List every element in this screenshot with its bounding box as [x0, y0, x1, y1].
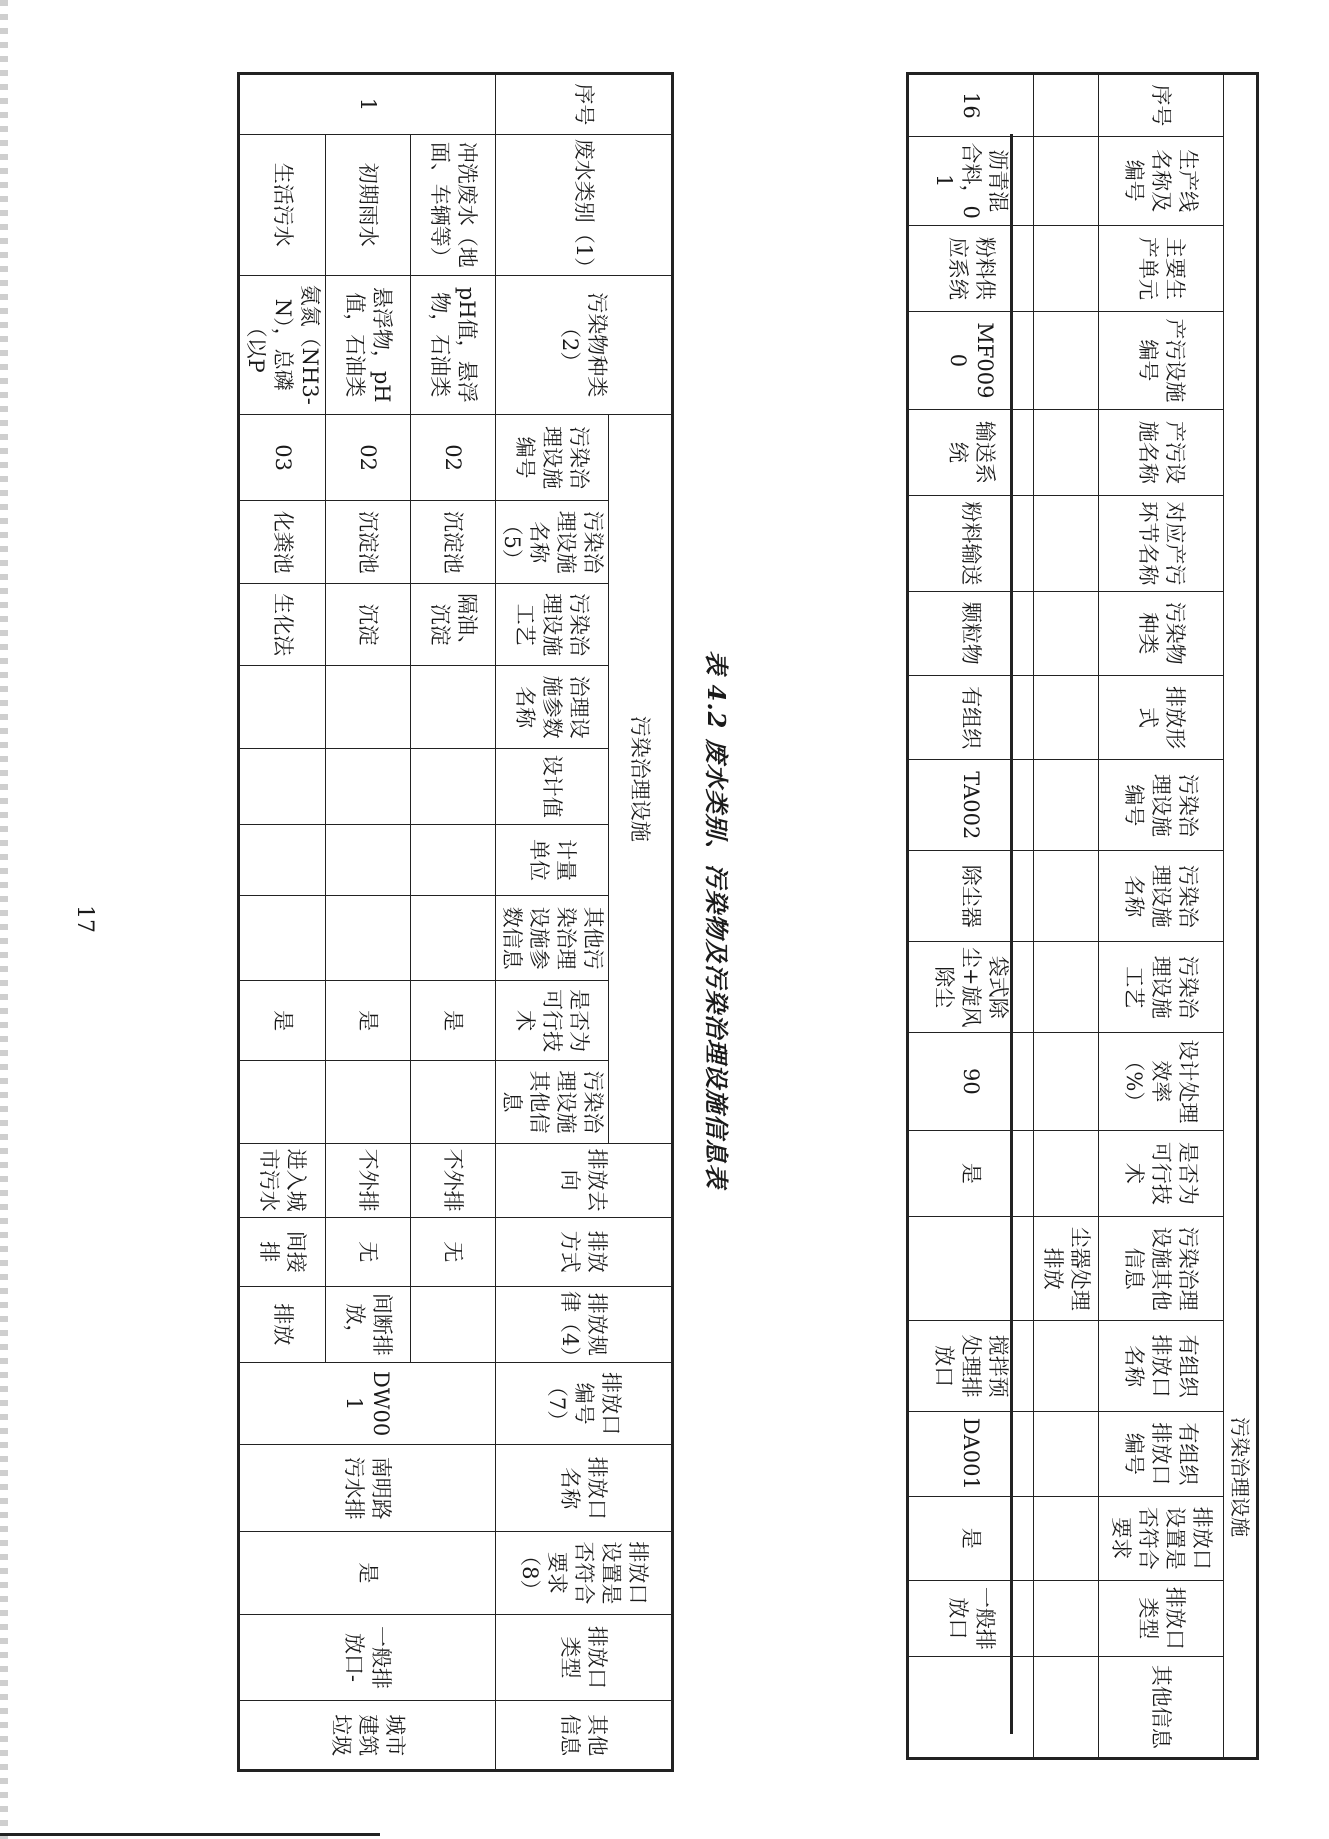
- t2-h-mode: 排放方式: [496, 1217, 673, 1286]
- t1-c-pollutant: 颗粒物: [908, 591, 1034, 675]
- t1-h-seq: 序号: [1099, 74, 1224, 137]
- t1-h-ctl-other: 污染治理设施其他信息: [1099, 1217, 1224, 1321]
- t2-r2-param: [326, 666, 411, 748]
- t2-r2-name: 沉淀池: [326, 501, 411, 583]
- t1-h-pollutant: 污染物种类: [1099, 591, 1224, 675]
- t1-c-line: 沥青混合料，01: [908, 136, 1034, 225]
- t2-r3-unit: [239, 824, 326, 896]
- t1-h-ctl-no: 污染治理设施编号: [1099, 760, 1224, 851]
- t2-r3-process: 生化法: [239, 583, 326, 665]
- t1-c-out-name: 搅拌预处理排放口: [908, 1321, 1034, 1412]
- t2-r3-code: 03: [239, 414, 326, 501]
- t2-r1-param: [411, 666, 496, 748]
- t1-h-out-type: 排放口类型: [1099, 1580, 1224, 1656]
- t2-h-outlet-type: 排放口类型: [496, 1614, 673, 1701]
- t2-h-fac-name: 污染治理设施名称（5）: [496, 501, 609, 583]
- t2-r3-feasible: 是: [239, 981, 326, 1061]
- emission-facility-table: [906, 72, 1259, 1760]
- t2-h-dest: 排放去向: [496, 1143, 673, 1217]
- t1-h-fac-no: 产污设施编号: [1099, 312, 1224, 409]
- t1-c-link: 粉料输送: [908, 496, 1034, 591]
- t1-c-seq: 16: [908, 74, 1034, 137]
- t1-h-unit: 主要生产单元: [1099, 225, 1224, 312]
- t2-h-outlet-no: 排放口编号（7）: [496, 1362, 673, 1444]
- t2-r2-otherp: [326, 896, 411, 981]
- t2-r1-mode: 无: [411, 1217, 496, 1286]
- t2-h-fac-feasible: 是否为可行技术: [496, 981, 609, 1061]
- t1-c-other: [908, 1656, 1034, 1758]
- t2-r1-design: [411, 748, 496, 824]
- t1-h-out-ok: 排放口设置是否符合要求: [1099, 1496, 1224, 1580]
- t1-c-eff: 90: [908, 1033, 1034, 1130]
- t2-r1-pollutant: pH值，悬浮物，石油类: [411, 275, 496, 414]
- t2-h-seq: 序号: [496, 74, 673, 135]
- page-number: 17: [72, 905, 97, 933]
- t1-h-form: 排放形式: [1099, 675, 1224, 759]
- t2-r1-type: 冲洗废水（地面、车辆等）: [411, 134, 496, 275]
- t1-h-other: 其他信息: [1099, 1656, 1224, 1758]
- t1-h-feasible: 是否为可行技术: [1099, 1130, 1224, 1217]
- t2-h-type: 废水类别（1）: [496, 134, 673, 275]
- t2-r2-mode: 无: [326, 1217, 411, 1286]
- t2-r3-mode: 间接排: [239, 1217, 326, 1286]
- t2-r2-code: 02: [326, 414, 411, 501]
- t2-outlet-other-cell: 城市建筑垃圾: [239, 1701, 496, 1771]
- t2-r3-name: 化粪池: [239, 501, 326, 583]
- t2-r3-other: [239, 1061, 326, 1143]
- t2-h-fac-unit: 计量单位: [496, 824, 609, 896]
- t2-r2-unit: [326, 824, 411, 896]
- t2-r1-otherp: [411, 896, 496, 981]
- t2-r1-code: 02: [411, 414, 496, 501]
- t2-r1-feasible: 是: [411, 981, 496, 1061]
- t2-outlet-ok: 是: [239, 1532, 496, 1614]
- t2-row-1: [411, 74, 496, 1771]
- table-title: 表 4.2 废水类别、污染物及污染治理设施信息表: [702, 650, 731, 1189]
- t1-row-16: [908, 74, 1034, 1759]
- t1-h-fac-name: 产污设施名称: [1099, 409, 1224, 496]
- t2-h-group: 污染治理设施: [609, 414, 673, 1143]
- t2-r2-design: [326, 748, 411, 824]
- t1-note: 尘器处理排放: [1034, 1217, 1099, 1321]
- t1-c-form: 有组织: [908, 675, 1034, 759]
- t1-h-out-name: 有组织排放口名称: [1099, 1321, 1224, 1412]
- t2-h-fac-code: 污染治理设施编号: [496, 414, 609, 501]
- t1-c-feasible: 是: [908, 1130, 1034, 1217]
- t2-h-pollutant: 污染物种类（2）: [496, 275, 673, 414]
- t2-r3-pollutant: 氨氮（NH3-N），总磷（以P: [239, 275, 326, 414]
- t2-r2-pollutant: 悬浮物，pH值，石油类: [326, 275, 411, 414]
- t2-r1-process: 隔油、沉淀: [411, 583, 496, 665]
- t2-r2-feasible: 是: [326, 981, 411, 1061]
- t1-c-ctl-other: [908, 1217, 1034, 1321]
- t2-h-rule: 排放规律（4）: [496, 1286, 673, 1362]
- t1-c-ctl-name: 除尘器: [908, 851, 1034, 942]
- wastewater-table: [237, 72, 674, 1772]
- t1-h-eff: 设计处理效率（%）: [1099, 1033, 1224, 1130]
- t2-header-row-1: [609, 74, 673, 1771]
- t2-r3-rule: 排放: [239, 1286, 326, 1362]
- t1-c-ctl-no: TA002: [908, 760, 1034, 851]
- t2-r1-name: 沉淀池: [411, 501, 496, 583]
- t2-h-outlet-name: 排放口名称: [496, 1445, 673, 1532]
- t2-h-other-cell: 其他信息: [496, 1701, 673, 1771]
- t2-h-fac-design: 设计值: [496, 748, 609, 824]
- t1-group-header: 污染治理设施: [1224, 74, 1258, 1759]
- t2-r1-rule: [411, 1286, 496, 1362]
- t2-r3-dest: 进入城市污水: [239, 1143, 326, 1217]
- t1-h-link: 对应产污环节名称: [1099, 496, 1224, 591]
- t2-r3-otherp: [239, 896, 326, 981]
- t2-r2-type: 初期雨水: [326, 134, 411, 275]
- t2-h-outlet-ok: 排放口设置是否符合要求（8）: [496, 1532, 673, 1614]
- t2-r1-unit: [411, 824, 496, 896]
- t1-row-note: [1034, 74, 1099, 1759]
- t2-r2-process: 沉淀: [326, 583, 411, 665]
- t1-c-out-no: DA001: [908, 1412, 1034, 1496]
- t1-h-line: 生产线名称及编号: [1099, 136, 1224, 225]
- t2-r3-type: 生活污水: [239, 134, 326, 275]
- t2-outlet-no: DW001: [239, 1362, 496, 1444]
- t1-c-out-ok: 是: [908, 1496, 1034, 1580]
- t2-c-seq: 1: [239, 74, 496, 135]
- t2-h-fac-otherp: 其他污染治理设施参数信息: [496, 896, 609, 981]
- t2-r2-dest: 不外排: [326, 1143, 411, 1217]
- t2-r3-param: [239, 666, 326, 748]
- t2-r2-other: [326, 1061, 411, 1143]
- t1-h-ctl-proc: 污染治理设施工艺: [1099, 942, 1224, 1033]
- t1-h-ctl-name: 污染治理设施名称: [1099, 851, 1224, 942]
- t2-r3-design: [239, 748, 326, 824]
- t2-r1-dest: 不外排: [411, 1143, 496, 1217]
- t1-c-ctl-proc: 袋式除尘+旋风除尘: [908, 942, 1034, 1033]
- t2-r1-other: [411, 1061, 496, 1143]
- t1-h-out-no: 有组织排放口编号: [1099, 1412, 1224, 1496]
- t1-c-out-type: 一般排放口: [908, 1580, 1034, 1656]
- t2-h-fac-param: 治理设施参数名称: [496, 666, 609, 748]
- t2-r2-rule: 间断排放，: [326, 1286, 411, 1362]
- t1-c-unit: 粉料供应系统: [908, 225, 1034, 312]
- t2-outlet-type: 一般排放口-: [239, 1614, 496, 1701]
- t1-c-fac-no: MF0090: [908, 312, 1034, 409]
- t1-c-fac-name: 输送系统: [908, 409, 1034, 496]
- t1-header-row: [1099, 74, 1224, 1759]
- t2-h-fac-other: 污染治理设施其他信息: [496, 1061, 609, 1143]
- t2-outlet-name: 南明路污水排: [239, 1445, 496, 1532]
- t2-h-fac-proc: 污染治理设施工艺: [496, 583, 609, 665]
